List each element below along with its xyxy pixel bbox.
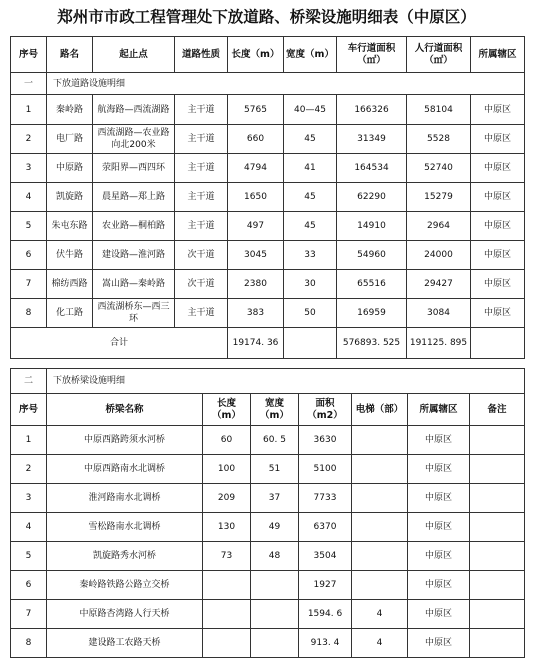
- cell-range: 西流湖路—农业路向北200米: [93, 125, 175, 154]
- table-row: [11, 542, 525, 571]
- cell-district: 中原区: [471, 183, 525, 212]
- cell-length: 209: [203, 484, 251, 513]
- cell-road-name: 秦岭路: [47, 95, 93, 125]
- cell-area: 7733: [299, 484, 352, 513]
- table-row: [11, 571, 525, 600]
- cell-road-area: 31349: [337, 125, 407, 154]
- cell-area: 3630: [299, 426, 352, 455]
- cell-no: 3: [11, 154, 47, 183]
- table-row: [11, 426, 525, 455]
- section-row: [11, 369, 525, 394]
- cell-no: 5: [11, 212, 47, 241]
- cell-district: 中原区: [471, 154, 525, 183]
- col-header-road-name: 路名: [47, 37, 93, 73]
- cell-no: 7: [11, 270, 47, 299]
- cell-length: 60: [203, 426, 251, 455]
- col-header-district: 所属辖区: [471, 37, 525, 73]
- cell-length: [203, 571, 251, 600]
- cell-road-type: 主干道: [175, 212, 228, 241]
- cell-walk-area: 24000: [407, 241, 471, 270]
- cell-note: [470, 629, 525, 658]
- cell-district: 中原区: [408, 629, 470, 658]
- cell-walk-area: 5528: [407, 125, 471, 154]
- cell-range: 荥阳界—西四环: [93, 154, 175, 183]
- cell-walk-area: 58104: [407, 95, 471, 125]
- col-header-district: 所属辖区: [408, 394, 470, 426]
- cell-length: 5765: [228, 95, 284, 125]
- cell-no: 3: [11, 484, 47, 513]
- table-row: [11, 95, 525, 125]
- cell-width: 45: [284, 125, 337, 154]
- cell-width: 45: [284, 212, 337, 241]
- total-walk-area: 191125. 895: [407, 328, 471, 359]
- cell-elevator: [352, 426, 408, 455]
- cell-road-name: 中原路: [47, 154, 93, 183]
- cell-road-area: 16959: [337, 299, 407, 328]
- col-header-note: 备注: [470, 394, 525, 426]
- col-header-width: 宽度（m）: [284, 37, 337, 73]
- cell-district: 中原区: [471, 241, 525, 270]
- cell-width: 48: [251, 542, 299, 571]
- section-label: 下放道路设施明细: [47, 73, 525, 95]
- total-label: 合计: [11, 328, 228, 359]
- cell-road-type: 主干道: [175, 183, 228, 212]
- cell-length: 497: [228, 212, 284, 241]
- col-header-walk-area: 人行道面积（㎡）: [407, 37, 471, 73]
- cell-road-name: 电厂路: [47, 125, 93, 154]
- cell-district: 中原区: [408, 455, 470, 484]
- cell-bridge-name: 秦岭路铁路公路立交桥: [47, 571, 203, 600]
- table-row: [11, 125, 525, 154]
- cell-no: 4: [11, 513, 47, 542]
- cell-width: 49: [251, 513, 299, 542]
- section-row: [11, 73, 525, 95]
- cell-no: 8: [11, 299, 47, 328]
- cell-length: 3045: [228, 241, 284, 270]
- cell-length: 1650: [228, 183, 284, 212]
- cell-length: 73: [203, 542, 251, 571]
- cell-area: 3504: [299, 542, 352, 571]
- col-header-road-area: 车行道面积（㎡）: [337, 37, 407, 73]
- cell-note: [470, 571, 525, 600]
- cell-district: 中原区: [471, 212, 525, 241]
- cell-range: 西流湖桥东—西三环: [93, 299, 175, 328]
- cell-road-name: 凯旋路: [47, 183, 93, 212]
- cell-elevator: 4: [352, 600, 408, 629]
- col-header-road-type: 道路性质: [175, 37, 228, 73]
- cell-length: 2380: [228, 270, 284, 299]
- cell-walk-area: 2964: [407, 212, 471, 241]
- col-header-elevator: 电梯（部）: [352, 394, 408, 426]
- table-row: [11, 212, 525, 241]
- page-title: 郑州市市政工程管理处下放道路、桥梁设施明细表（中原区）: [57, 7, 476, 26]
- cell-bridge-name: 中原西路南水北调桥: [47, 455, 203, 484]
- cell-road-type: 次干道: [175, 270, 228, 299]
- cell-road-type: 主干道: [175, 299, 228, 328]
- cell-district: 中原区: [471, 95, 525, 125]
- total-district-empty: [471, 328, 525, 359]
- cell-note: [470, 426, 525, 455]
- section-number: 一: [11, 73, 47, 95]
- cell-range: 农业路—桐柏路: [93, 212, 175, 241]
- cell-length: [203, 629, 251, 658]
- cell-note: [470, 542, 525, 571]
- cell-walk-area: 3084: [407, 299, 471, 328]
- cell-bridge-name: 建设路工农路天桥: [47, 629, 203, 658]
- cell-note: [470, 455, 525, 484]
- cell-area: 6370: [299, 513, 352, 542]
- cell-width: 51: [251, 455, 299, 484]
- cell-road-area: 166326: [337, 95, 407, 125]
- cell-width: 40—45: [284, 95, 337, 125]
- cell-road-area: 65516: [337, 270, 407, 299]
- cell-elevator: 4: [352, 629, 408, 658]
- cell-road-name: 棉纺西路: [47, 270, 93, 299]
- cell-road-name: 化工路: [47, 299, 93, 328]
- cell-width: [251, 629, 299, 658]
- table-row: [11, 299, 525, 328]
- cell-note: [470, 513, 525, 542]
- cell-no: 5: [11, 542, 47, 571]
- cell-road-type: 主干道: [175, 125, 228, 154]
- cell-no: 2: [11, 125, 47, 154]
- table-row: [11, 629, 525, 658]
- col-header-bridge-name: 桥梁名称: [47, 394, 203, 426]
- cell-elevator: [352, 455, 408, 484]
- col-header-length: 长度（m）: [203, 394, 251, 426]
- cell-bridge-name: 中原路杏湾路人行天桥: [47, 600, 203, 629]
- cell-no: 2: [11, 455, 47, 484]
- table-row: [11, 241, 525, 270]
- cell-range: 晨星路—郑上路: [93, 183, 175, 212]
- table-row: [11, 513, 525, 542]
- cell-width: 45: [284, 183, 337, 212]
- cell-length: [203, 600, 251, 629]
- cell-elevator: [352, 571, 408, 600]
- cell-no: 8: [11, 629, 47, 658]
- cell-walk-area: 29427: [407, 270, 471, 299]
- cell-range: 嵩山路—秦岭路: [93, 270, 175, 299]
- cell-width: [251, 571, 299, 600]
- cell-bridge-name: 凯旋路秀水河桥: [47, 542, 203, 571]
- cell-no: 4: [11, 183, 47, 212]
- table-row: [11, 600, 525, 629]
- table-row: [11, 183, 525, 212]
- cell-elevator: [352, 484, 408, 513]
- cell-no: 6: [11, 571, 47, 600]
- cell-width: 41: [284, 154, 337, 183]
- section-number: 二: [11, 369, 47, 394]
- cell-area: 1927: [299, 571, 352, 600]
- cell-walk-area: 52740: [407, 154, 471, 183]
- cell-width: 50: [284, 299, 337, 328]
- total-row: [11, 328, 525, 359]
- section-label: 下放桥梁设施明细: [47, 369, 525, 394]
- cell-elevator: [352, 542, 408, 571]
- col-header-width: 宽度（m）: [251, 394, 299, 426]
- col-header-area: 面积（m2）: [299, 394, 352, 426]
- cell-district: 中原区: [408, 513, 470, 542]
- cell-walk-area: 15279: [407, 183, 471, 212]
- col-header-no: 序号: [11, 37, 47, 73]
- cell-road-area: 14910: [337, 212, 407, 241]
- col-header-range: 起止点: [93, 37, 175, 73]
- cell-district: 中原区: [408, 600, 470, 629]
- col-header-no: 序号: [11, 394, 47, 426]
- cell-width: [251, 600, 299, 629]
- cell-length: 383: [228, 299, 284, 328]
- cell-length: 130: [203, 513, 251, 542]
- cell-area: 1594. 6: [299, 600, 352, 629]
- col-header-length: 长度（m）: [228, 37, 284, 73]
- roads-table: [10, 36, 525, 359]
- total-width-empty: [284, 328, 337, 359]
- cell-road-area: 164534: [337, 154, 407, 183]
- cell-road-type: 次干道: [175, 241, 228, 270]
- table-row: [11, 455, 525, 484]
- cell-road-name: 朱屯东路: [47, 212, 93, 241]
- cell-range: 航海路—西流湖路: [93, 95, 175, 125]
- cell-district: 中原区: [408, 484, 470, 513]
- cell-road-area: 54960: [337, 241, 407, 270]
- cell-length: 4794: [228, 154, 284, 183]
- cell-area: 913. 4: [299, 629, 352, 658]
- cell-width: 33: [284, 241, 337, 270]
- cell-district: 中原区: [471, 125, 525, 154]
- cell-no: 6: [11, 241, 47, 270]
- total-length: 19174. 36: [228, 328, 284, 359]
- cell-note: [470, 484, 525, 513]
- cell-district: 中原区: [408, 571, 470, 600]
- table-row: [11, 154, 525, 183]
- cell-road-type: 主干道: [175, 95, 228, 125]
- table-row: [11, 484, 525, 513]
- bridges-header-row: [11, 394, 525, 426]
- cell-width: 30: [284, 270, 337, 299]
- cell-district: 中原区: [408, 426, 470, 455]
- cell-no: 7: [11, 600, 47, 629]
- total-road-area: 576893. 525: [337, 328, 407, 359]
- roads-header-row: [11, 37, 525, 73]
- cell-bridge-name: 淮河路南水北调桥: [47, 484, 203, 513]
- cell-bridge-name: 中原西路跨须水河桥: [47, 426, 203, 455]
- cell-district: 中原区: [471, 299, 525, 328]
- cell-road-type: 主干道: [175, 154, 228, 183]
- cell-width: 60. 5: [251, 426, 299, 455]
- cell-length: 100: [203, 455, 251, 484]
- cell-road-name: 伏牛路: [47, 241, 93, 270]
- cell-road-area: 62290: [337, 183, 407, 212]
- cell-district: 中原区: [471, 270, 525, 299]
- cell-district: 中原区: [408, 542, 470, 571]
- cell-area: 5100: [299, 455, 352, 484]
- cell-bridge-name: 雪松路南水北调桥: [47, 513, 203, 542]
- cell-note: [470, 600, 525, 629]
- cell-no: 1: [11, 95, 47, 125]
- cell-no: 1: [11, 426, 47, 455]
- cell-elevator: [352, 513, 408, 542]
- cell-length: 660: [228, 125, 284, 154]
- cell-width: 37: [251, 484, 299, 513]
- bridges-table: [10, 368, 525, 658]
- cell-range: 建设路—淮河路: [93, 241, 175, 270]
- table-row: [11, 270, 525, 299]
